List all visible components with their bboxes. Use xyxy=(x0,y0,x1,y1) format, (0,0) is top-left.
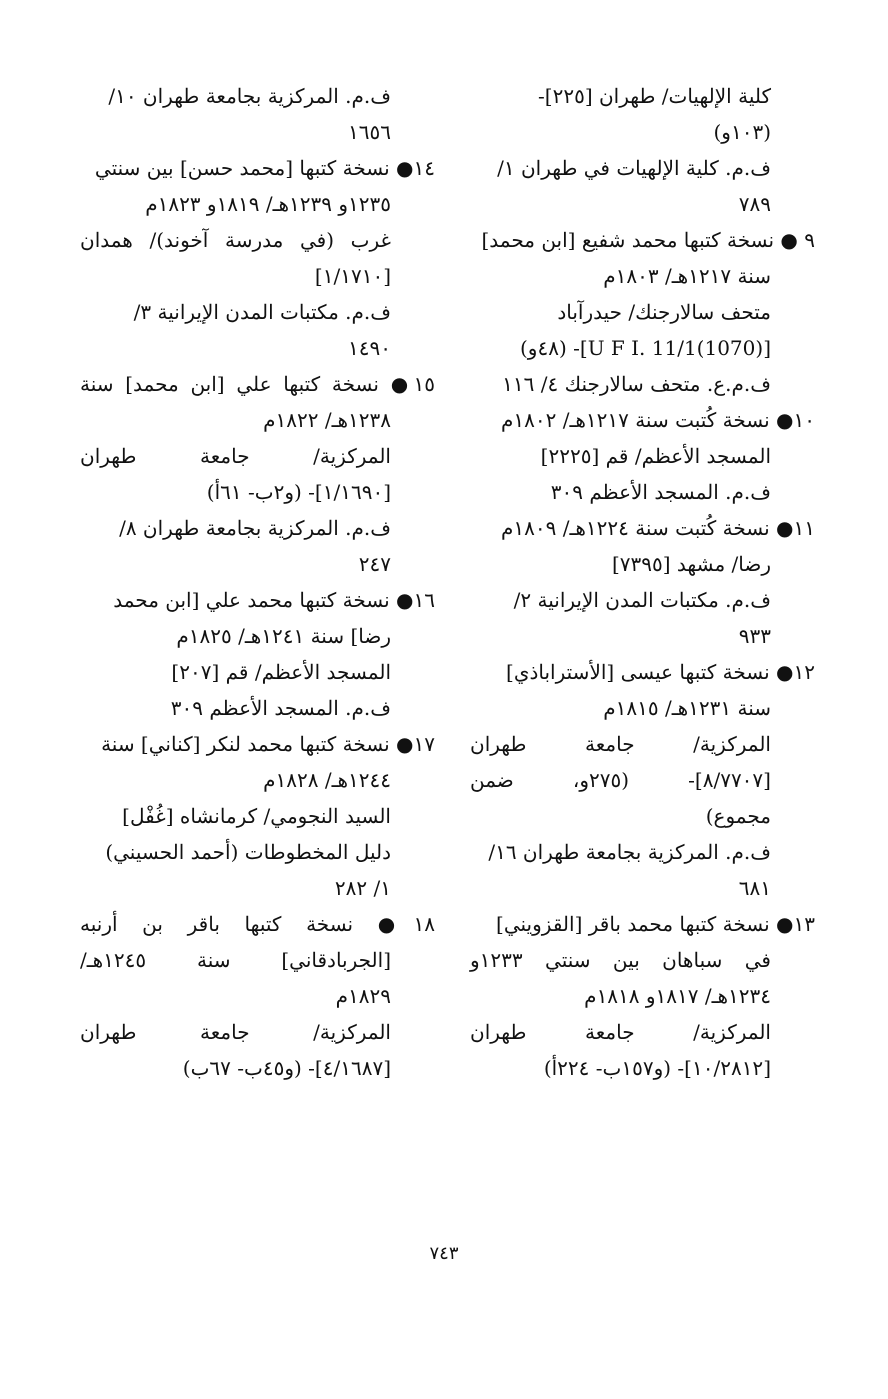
right-column-line: مجموع) xyxy=(705,804,771,828)
left-column-line: ١٤● نسخة كتبها [محمد حسن] بين سنتي xyxy=(94,156,435,180)
right-column-line: [(1070)U F I. 11/1]- (٤٨و) xyxy=(520,336,771,360)
left-column-line: ف.م. مكتبات المدن الإيرانية ٣/ xyxy=(133,300,391,324)
left-column-line: ف.م. المركزية بجامعة طهران ٨/ xyxy=(119,516,391,540)
right-column-line: في سباهان بين سنتي ١٢٣٣و xyxy=(470,948,771,972)
left-column-line: ف.م. المسجد الأعظم ٣٠٩ xyxy=(170,696,391,720)
left-column-line: [١/١٦٩٠]- (و٢ب- ٦١أ) xyxy=(206,480,391,504)
right-column-line: المسجد الأعظم/ قم [٢٢٢٥] xyxy=(540,444,771,468)
right-column-line: ٩ ● نسخة كتبها محمد شفيع [ابن محمد] xyxy=(481,228,815,252)
right-column-line: كلية الإلهيات/ طهران [٢٢٥]- xyxy=(538,84,771,108)
left-column-line: السيد النجومي/ كرمانشاه [غُفْل] xyxy=(122,804,391,828)
left-column xyxy=(80,78,435,1086)
left-column-line: ١٦● نسخة كتبها محمد علي [ابن محمد xyxy=(113,588,435,612)
left-column-line: ١٢٤٤هـ/ ١٨٢٨م xyxy=(263,768,391,792)
right-column-line: سنة ١٢١٧هـ/ ١٨٠٣م xyxy=(603,264,771,288)
left-column-line: رضا] سنة ١٢٤١هـ/ ١٨٢٥م xyxy=(176,624,391,648)
left-column-line: ١٢٣٥و ١٢٣٩هـ/ ١٨١٩و ١٨٢٣م xyxy=(145,192,391,216)
right-column-line: ٧٨٩ xyxy=(738,192,771,216)
left-column-line: ١٨٢٩م xyxy=(335,984,391,1008)
right-column-line: ١٠● نسخة كُتبت سنة ١٢١٧هـ/ ١٨٠٢م xyxy=(501,408,815,432)
left-column-line: المسجد الأعظم/ قم [٢٠٧] xyxy=(171,660,391,684)
left-column-line: ١٥● نسخة كتبها علي [ابن محمد] سنة xyxy=(80,372,435,396)
left-column-line: [٤/١٦٨٧]- (و٤٥ب- ٦٧ب) xyxy=(182,1056,391,1080)
right-column-line: ف.م. كلية الإلهيات في طهران ١/ xyxy=(497,156,771,180)
page-number: ٧٤٣ xyxy=(429,1243,459,1264)
right-column-line: ٩٣٣ xyxy=(738,624,771,648)
left-column-line: ١٢٣٨هـ/ ١٨٢٢م xyxy=(263,408,391,432)
right-column-line: ٦٨١ xyxy=(738,876,771,900)
right-column-line: ف.م. المسجد الأعظم ٣٠٩ xyxy=(550,480,771,504)
left-column-line: ١٦٥٦ xyxy=(348,120,391,144)
left-column-line: [الجربادقاني] سنة ١٢٤٥هـ/ xyxy=(80,948,391,972)
right-column-line: متحف سالارجنك/ حيدرآباد xyxy=(557,300,771,324)
left-column-line: المركزية/ جامعة طهران xyxy=(80,1020,391,1044)
right-column xyxy=(470,78,815,1086)
right-column-line: [٨/٧٧٠٧]- (٢٧٥و، ضمن xyxy=(470,768,771,792)
right-column-line: ١١● نسخة كُتبت سنة ١٢٢٤هـ/ ١٨٠٩م xyxy=(501,516,815,540)
left-column-line: المركزية/ جامعة طهران xyxy=(80,444,391,468)
right-column-line: سنة ١٢٣١هـ/ ١٨١٥م xyxy=(603,696,771,720)
right-column-line: ف.م.ع. متحف سالارجنك ٤/ ١١٦ xyxy=(502,372,771,396)
left-column-line: ١٧● نسخة كتبها محمد لنكر [كناني] سنة xyxy=(101,732,435,756)
left-column-line: ٢٤٧ xyxy=(358,552,391,576)
right-column-line: المركزية/ جامعة طهران xyxy=(470,1020,771,1044)
right-column-line: ف.م. مكتبات المدن الإيرانية ٢/ xyxy=(513,588,771,612)
left-column-line: ١٤٩٠ xyxy=(348,336,391,360)
right-column-line: ١٣● نسخة كتبها محمد باقر [القزويني] xyxy=(496,912,815,936)
left-column-line: ١/ ٢٨٢ xyxy=(334,876,391,900)
right-column-line: [١٠/٢٨١٢]- (و١٥٧ب- ٢٢٤أ) xyxy=(543,1056,771,1080)
left-column-line: دليل المخطوطات (أحمد الحسيني) xyxy=(105,840,391,864)
left-column-line: ف.م. المركزية بجامعة طهران ١٠/ xyxy=(108,84,391,108)
right-column-line: ١٢٣٤هـ/ ١٨١٧و ١٨١٨م xyxy=(584,984,771,1008)
right-column-line: رضا/ مشهد [٧٣٩٥] xyxy=(611,552,771,576)
left-column-line: ١٨● نسخة كتبها باقر بن أرنبه xyxy=(80,912,435,936)
right-column-line: ١٢● نسخة كتبها عيسى [الأستراباذي] xyxy=(506,660,815,684)
right-column-line: المركزية/ جامعة طهران xyxy=(470,732,771,756)
right-column-line: ف.م. المركزية بجامعة طهران ١٦/ xyxy=(488,840,771,864)
right-column-line: (١٠٣و) xyxy=(713,120,771,144)
left-column-line: غرب (في مدرسة آخوند)/ همدان xyxy=(80,228,391,252)
left-column-line: [١/١٧١٠] xyxy=(314,264,391,288)
